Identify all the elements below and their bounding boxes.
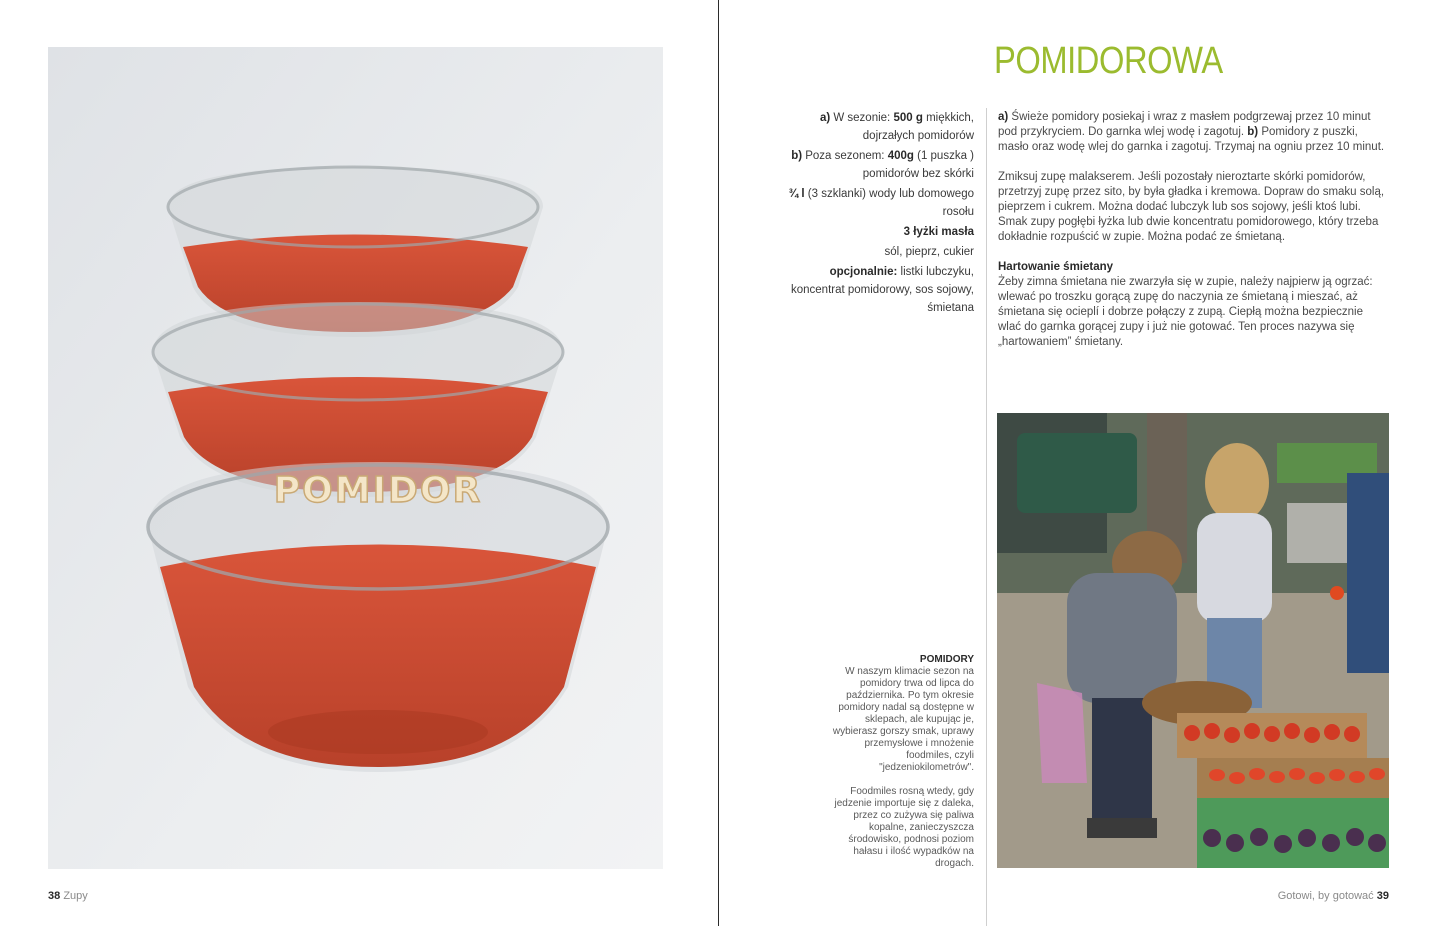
page-number-left: 38: [48, 890, 61, 902]
page-spine: [718, 0, 719, 926]
ingredient-item: b) Poza sezonem: 400g (1 puszka ) pomidorów bez skórki: [791, 150, 974, 180]
recipe-method: [998, 110, 1388, 365]
soup-bowls-photo: [48, 47, 663, 869]
method-paragraph-1: a) Świeże pomidory posiekaj i wraz z masłem podgrzewaj przez 10 minut pod przykryciem. Do garnka wlej wodę i zagotuj. b) Pomidory z puszki, masło oraz wodę wlej do garnka i zagotuj. Trzymaj na ogniu przez 10 minut.: [998, 111, 1385, 153]
market-photo: [997, 413, 1389, 868]
sidebar-note: [824, 654, 974, 882]
sidebar-paragraph-2: Foodmiles rosną wtedy, gdy jedzenie importuje się z daleka, przez co zużywa się paliwa kopalne, zanieczyszcza środowisko, podnosi poziom hałasu i ilość wypadków na drogach.: [834, 786, 974, 869]
ingredient-item: 3 łyżki masła: [903, 226, 974, 238]
folio-right: [1278, 890, 1389, 902]
page-number-right: 39: [1376, 890, 1389, 902]
pasta-letters: POMIDOR: [273, 470, 483, 511]
method-subheading: Hartowanie śmietany: [998, 261, 1114, 273]
book-title: Gotowi, by gotować: [1277, 890, 1374, 902]
ingredient-item: sól, pieprz, cukier: [884, 246, 974, 258]
ingredient-item: a) W sezonie: 500 g miękkich, dojrzałych pomidorów: [819, 112, 974, 142]
sidebar-paragraph-1: W naszym klimacie sezon na pomidory trwa od lipca do października. Po tym okresie pomidory nadal są dostępne w sklepach, ale kupując je, wybierasz gorszy smak, uprawy przemysłowe i mnożenie foodmiles, czyli "jedzeniokilometrów".: [832, 666, 974, 773]
ingredient-item: opcjonalnie: listki lubczyku, koncentrat pomidorowy, sos sojowy, śmietana: [790, 266, 974, 314]
method-paragraph-3: Żeby zimna śmietana nie zwarzyła się w zupie, należy najpierw ją ogrzać: wlewać po troszku gorącą zupę do naczynia ze śmietaną i mieszać, aż śmietana się ocieplí i dobrze połączy z zupą. Ciepłą można bezpiecznie wlać do garnka gorącej zupy i już nie gotować. Ten proces nazywa się „hartowaniem” śmietany.: [998, 276, 1373, 348]
column-divider: [986, 108, 987, 926]
recipe-title: POMIDOROWA: [994, 40, 1223, 82]
section-name: Zupy: [63, 890, 88, 902]
sidebar-heading: POMIDORY: [919, 654, 974, 665]
ingredients-list: [784, 109, 974, 319]
method-paragraph-2: Zmiksuj zupę malakserem. Jeśli pozostały nieroztarte skórki pomidorów, przetrzyj zupę przez sito, by była gładka i kremowa. Dopraw do smaku solą, pieprzem i cukrem. Można dodać lubczyk lub sos sojowy, jeśli ktoś lubi. Smak zupy pogłębi łyżka lub dwie koncentratu pomidorowego, który trzeba dokładnie rozpuścić w zupie. Można podać ze śmietaną.: [998, 171, 1385, 243]
ingredient-item: ¾ l (3 szklanki) wody lub domowego rosołu: [788, 188, 974, 218]
folio-left: [48, 890, 88, 902]
